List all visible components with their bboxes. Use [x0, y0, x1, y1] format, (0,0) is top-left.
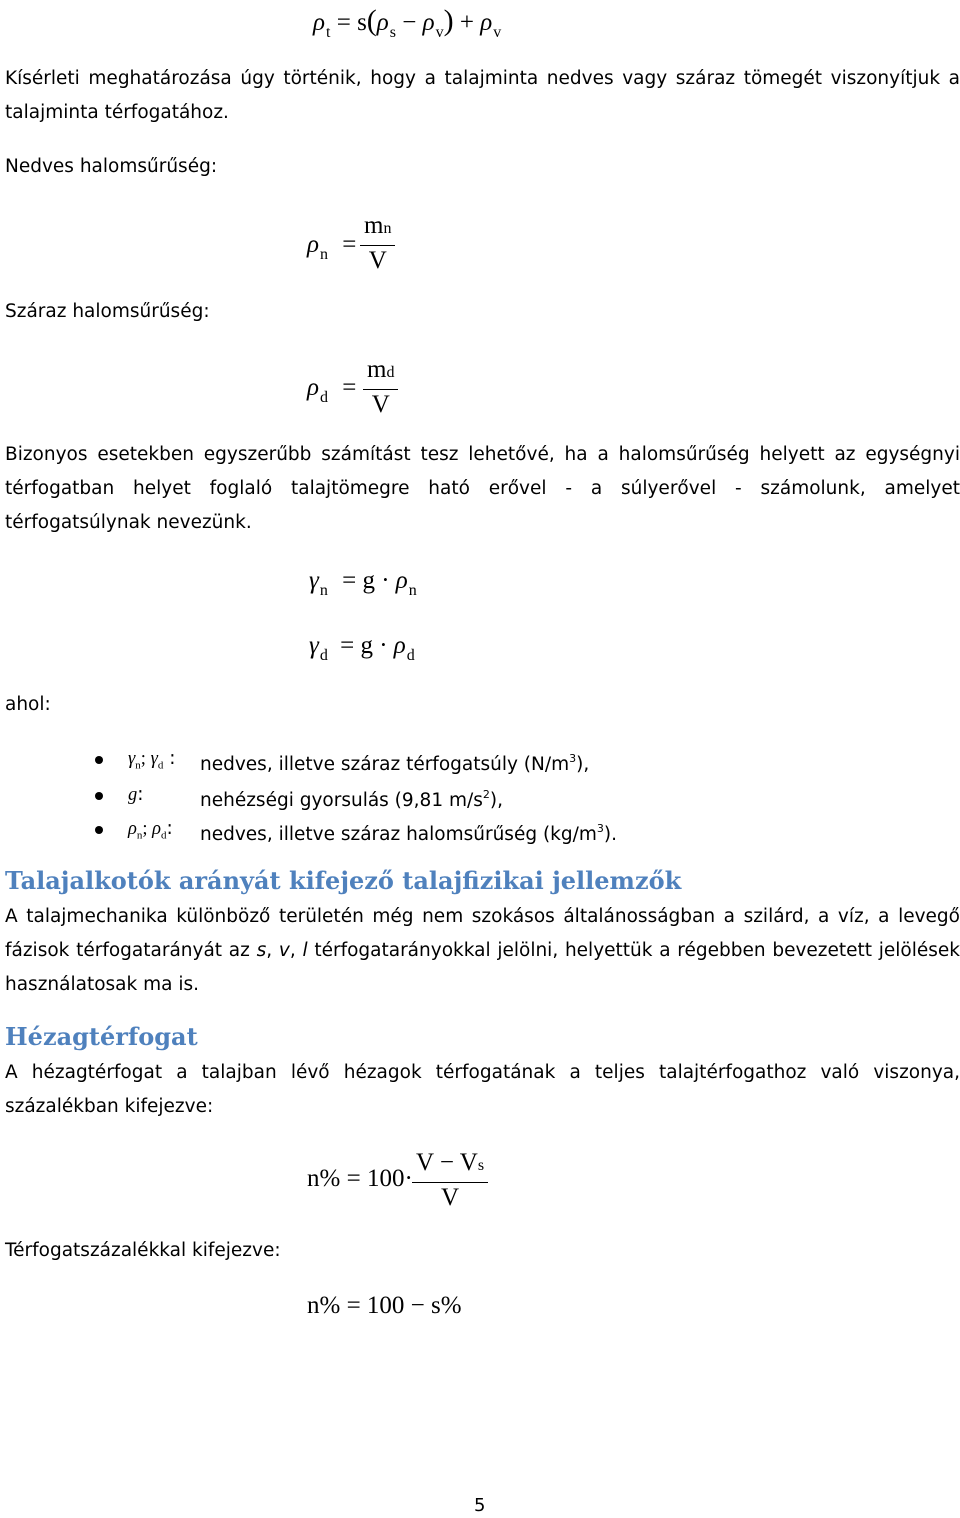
paragraph-line: fázisok térfogatarányát az s, v, l térfogatarányokkal jelölni, helyettük a régebben bevezetett jelölések: [5, 940, 960, 961]
label-nedves: Nedves halomsűrűség:: [5, 156, 218, 177]
formula-gamma-n: $\gamma_n = g \cdot \rho_n$: [309, 567, 417, 599]
formula-rho-d-lhs: $\rho_d$ =: [307, 374, 357, 406]
paragraph-line: Kísérleti meghatározása úgy történik, hogy a talajminta nedves vagy száraz tömegét viszonyítjuk a: [5, 68, 960, 89]
paragraph-line: százalékban kifejezve:: [5, 1096, 214, 1117]
bullet-item: [95, 781, 695, 811]
paragraph-line: Bizonyos esetekben egyszerűbb számítást tesz lehetővé, ha a halomsűrűség helyett az egységnyi: [5, 444, 960, 465]
bullet-item: [95, 745, 695, 775]
paragraph-line: térfogatsúlynak nevezünk.: [5, 512, 252, 533]
formula-rho-t: $\rho_t = s(\rho_s - \rho_v) + \rho_v$: [313, 4, 502, 41]
formula-rho-n-fraction: $\frac{mn}{V}$: [360, 211, 395, 276]
paragraph-line: térfogatban helyet foglaló talajtömegre ható erővel - a súlyerővel - számolunk, amelyet: [5, 478, 960, 499]
bullet-symbol: g:: [128, 784, 144, 805]
formula-rho-n-lhs: $\rho_n$ =: [307, 231, 357, 263]
formula-porosity-lhs: n% = 100·: [307, 1165, 413, 1192]
bullet-description: nedves, illetve száraz halomsűrűség $(kg/m^3)$.: [200, 822, 617, 845]
label-terfogatszazalek: Térfogatszázalékkal kifejezve:: [5, 1240, 281, 1261]
bullet-dot: [95, 756, 103, 764]
label-szaraz: Száraz halomsűrűség:: [5, 301, 210, 322]
bullet-description: nedves, illetve száraz térfogatsúly $(N/m^3)$,: [200, 752, 590, 775]
bullet-dot: [95, 792, 103, 800]
page-number: 5: [474, 1495, 486, 1516]
formula-gamma-d: $\gamma_d = g \cdot \rho_d$: [309, 632, 415, 664]
formula-rho-d-fraction: $\frac{md}{V}$: [363, 355, 398, 420]
bullet-symbol: $\rho_n$; $\rho_d$:: [128, 818, 173, 842]
section-heading-talajalkotok: Talajalkotók arányát kifejező talajfizikai jellemzők: [5, 866, 682, 895]
bullet-item: [95, 815, 695, 845]
paragraph-line: A hézagtérfogat a talajban lévő hézagok térfogatának a teljes talajtérfogathoz való viszonya,: [5, 1062, 960, 1083]
bullet-dot: [95, 826, 103, 834]
label-ahol: ahol:: [5, 694, 51, 715]
bullet-symbol: $\gamma_n$; $\gamma_d$ :: [128, 748, 176, 772]
section-heading-hezagterfogat: Hézagtérfogat: [5, 1022, 198, 1051]
bullet-description: nehézségi gyorsulás (9,81 $m/s^2$),: [200, 788, 503, 811]
paragraph-line: talajminta térfogatához.: [5, 102, 229, 123]
paragraph-line: A talajmechanika különböző területén még nem szokásos általánosságban a szilárd, a víz, a levegő: [5, 906, 960, 927]
formula-porosity-percent: n% = 100 − s%: [307, 1292, 462, 1319]
formula-porosity-fraction: $\frac{V - Vs}{V}$: [412, 1148, 488, 1213]
paragraph-line: használatosak ma is.: [5, 974, 199, 995]
